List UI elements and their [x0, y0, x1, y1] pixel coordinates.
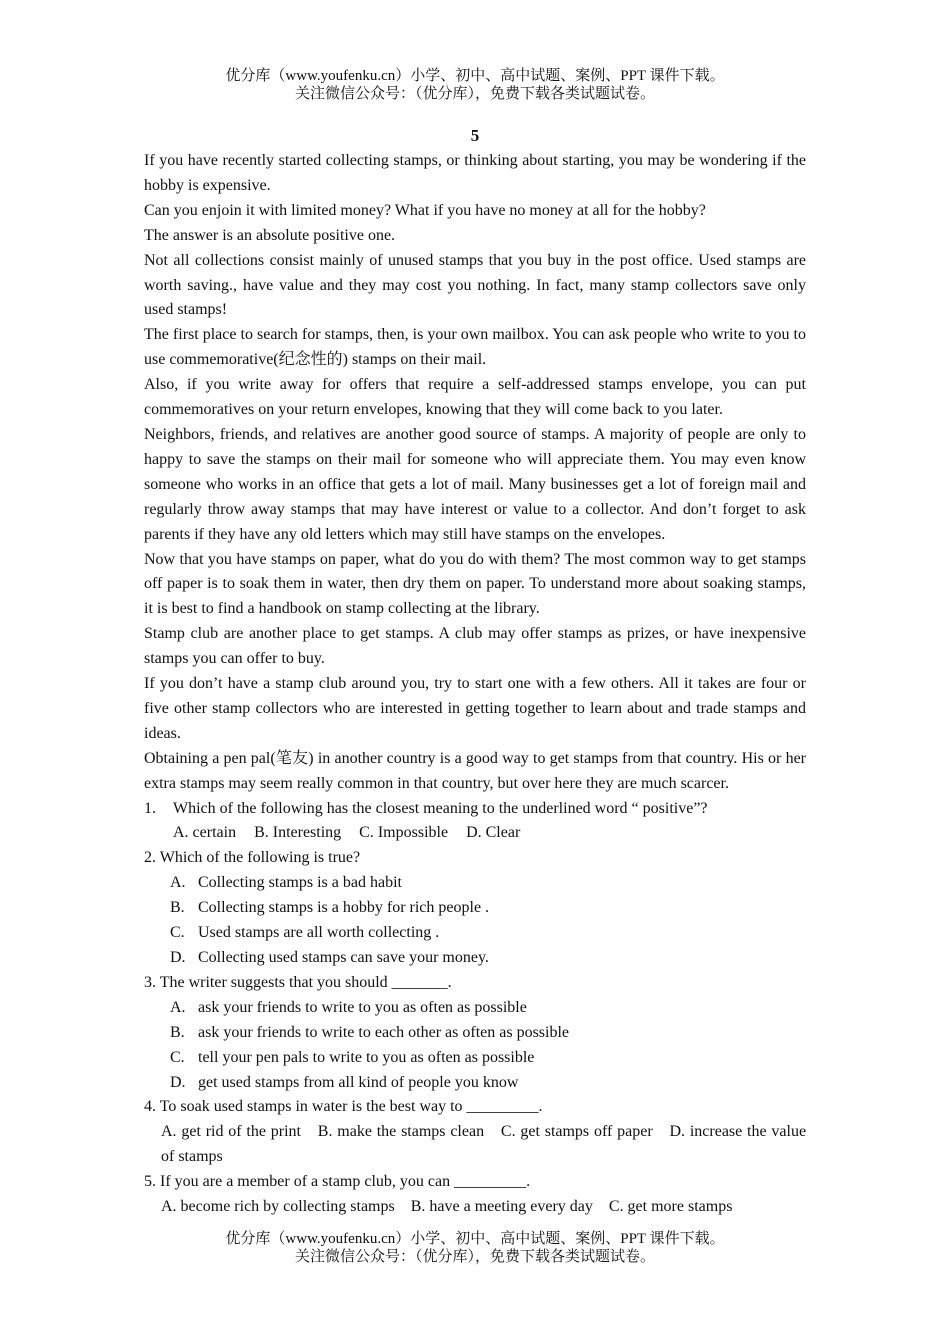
- section-number: 5: [470, 126, 480, 145]
- option-letter: A.: [170, 998, 186, 1016]
- page-header: [0, 67, 950, 103]
- footer-line-1: 优分库（www.youfenku.cn）小学、初中、高中试题、案例、PPT 课件下载。: [225, 1231, 725, 1247]
- option-letter: B.: [170, 899, 185, 917]
- passage-paragraph: Not all collections consist mainly of unused stamps that you buy in the post office. Used stamps are worth saving., have value and they may cost you nothing. In fact, many stamp collectors save only used stamps!: [144, 251, 806, 319]
- header-line-2: 关注微信公众号：（优分库），免费下载各类试题试卷。: [294, 86, 655, 102]
- question-4-options: [144, 1120, 806, 1170]
- option-text: Used stamps are all worth collecting .: [198, 924, 440, 942]
- option-a: A. get rid of the print: [161, 1123, 301, 1141]
- option-text: Collecting used stamps can save your money.: [198, 949, 489, 966]
- option-d: D. increase the value of stamps: [161, 1123, 807, 1166]
- option-a: [144, 871, 806, 896]
- question-1-number: 1.: [144, 799, 156, 817]
- option-b: [144, 896, 806, 921]
- option-letter: B.: [170, 1023, 185, 1041]
- option-text: Collecting stamps is a bad habit: [198, 874, 402, 892]
- question-1: [144, 797, 806, 822]
- question-1-options: [144, 821, 806, 846]
- question-2: 2. Which of the following is true?: [144, 849, 361, 867]
- option-text: get used stamps from all kind of people you know: [198, 1073, 519, 1091]
- question-5-options: [144, 1195, 806, 1220]
- option-letter: A.: [170, 874, 186, 892]
- option-c: [144, 921, 806, 946]
- question-1-text: Which of the following has the closest meaning to the underlined word “ positive”?: [173, 799, 708, 817]
- question-3: 3. The writer suggests that you should _______.: [144, 973, 452, 991]
- question-5: 5. If you are a member of a stamp club, you can _________.: [144, 1173, 531, 1191]
- option-b: B. have a meeting every day: [410, 1198, 593, 1216]
- option-d: D. Clear: [466, 824, 521, 842]
- passage-paragraph: Can you enjoin it with limited money? What if you have no money at all for the hobby?: [144, 201, 706, 219]
- option-text: ask your friends to write to each other as often as possible: [198, 1023, 570, 1041]
- option-c: [144, 1046, 806, 1071]
- passage-paragraph: Also, if you write away for offers that require a self-addressed stamps envelope, you can put commemoratives on your return envelopes, knowing that they will come back to you later.: [144, 376, 806, 419]
- passage-paragraph: If you have recently started collecting stamps, or thinking about starting, you may be wondering if the hobby is expensive.: [144, 152, 806, 194]
- option-text: ask your friends to write to you as often as possible: [198, 998, 527, 1016]
- option-a: A. become rich by collecting stamps: [161, 1198, 395, 1216]
- passage-paragraph: The answer is an absolute positive one.: [144, 226, 396, 244]
- option-b: B. Interesting: [254, 824, 342, 842]
- option-text: tell your pen pals to write to you as often as possible: [198, 1048, 535, 1066]
- option-letter: D.: [170, 949, 186, 966]
- option-d: [144, 946, 806, 971]
- question-4: 4. To soak used stamps in water is the best way to _________.: [144, 1098, 543, 1116]
- option-c: C. get stamps off paper: [500, 1123, 653, 1141]
- page-footer: [0, 1230, 950, 1266]
- option-a: [144, 996, 806, 1021]
- passage-paragraph: Now that you have stamps on paper, what do you do with them? The most common way to get stamps off paper is to soak them in water, then dry them on paper. To understand more about soaking stamps, it is best to find a handbook on stamp collecting at the library.: [144, 550, 806, 618]
- option-letter: C.: [170, 924, 185, 942]
- option-b: B. make the stamps clean: [317, 1123, 485, 1141]
- passage-paragraph: Stamp club are another place to get stamps. A club may offer stamps as prizes, or have inexpensive stamps you can offer to buy.: [144, 625, 806, 668]
- option-c: C. get more stamps: [608, 1198, 733, 1216]
- header-line-1: 优分库（www.youfenku.cn）小学、初中、高中试题、案例、PPT 课件下载。: [225, 68, 725, 84]
- option-c: C. Impossible: [359, 824, 449, 842]
- document-body: [144, 149, 806, 1220]
- passage-paragraph: Neighbors, friends, and relatives are another good source of stamps. A majority of people are only to happy to save the stamps on their mail for someone who will appreciate them. You may even know someone who works in an office that gets a lot of mail. Many businesses get a lot of foreign mail and regularly throw away stamps that may have interest or value to a collector. And don’t forget to ask parents if they have any old letters which may still have stamps on the envelopes.: [144, 425, 806, 543]
- option-letter: D.: [170, 1073, 186, 1091]
- option-a: A. certain: [173, 824, 237, 842]
- option-text: Collecting stamps is a hobby for rich people .: [198, 899, 490, 917]
- passage-paragraph: Obtaining a pen pal(笔友) in another country is a good way to get stamps from that country. His or her extra stamps may seem really common in that country, but over here they are much scarcer.: [144, 749, 806, 792]
- passage-paragraph: The first place to search for stamps, then, is your own mailbox. You can ask people who write to you to use commemorative(纪念性的) stamps on their mail.: [144, 326, 806, 369]
- option-d: [144, 1071, 806, 1096]
- passage-paragraph: If you don’t have a stamp club around you, try to start one with a few others. All it takes are four or five other stamp collectors who are interested in getting together to learn about and trade stamps and ideas.: [144, 675, 806, 742]
- option-letter: C.: [170, 1048, 185, 1066]
- footer-line-2: 关注微信公众号：（优分库），免费下载各类试题试卷。: [294, 1249, 655, 1265]
- option-b: [144, 1021, 806, 1046]
